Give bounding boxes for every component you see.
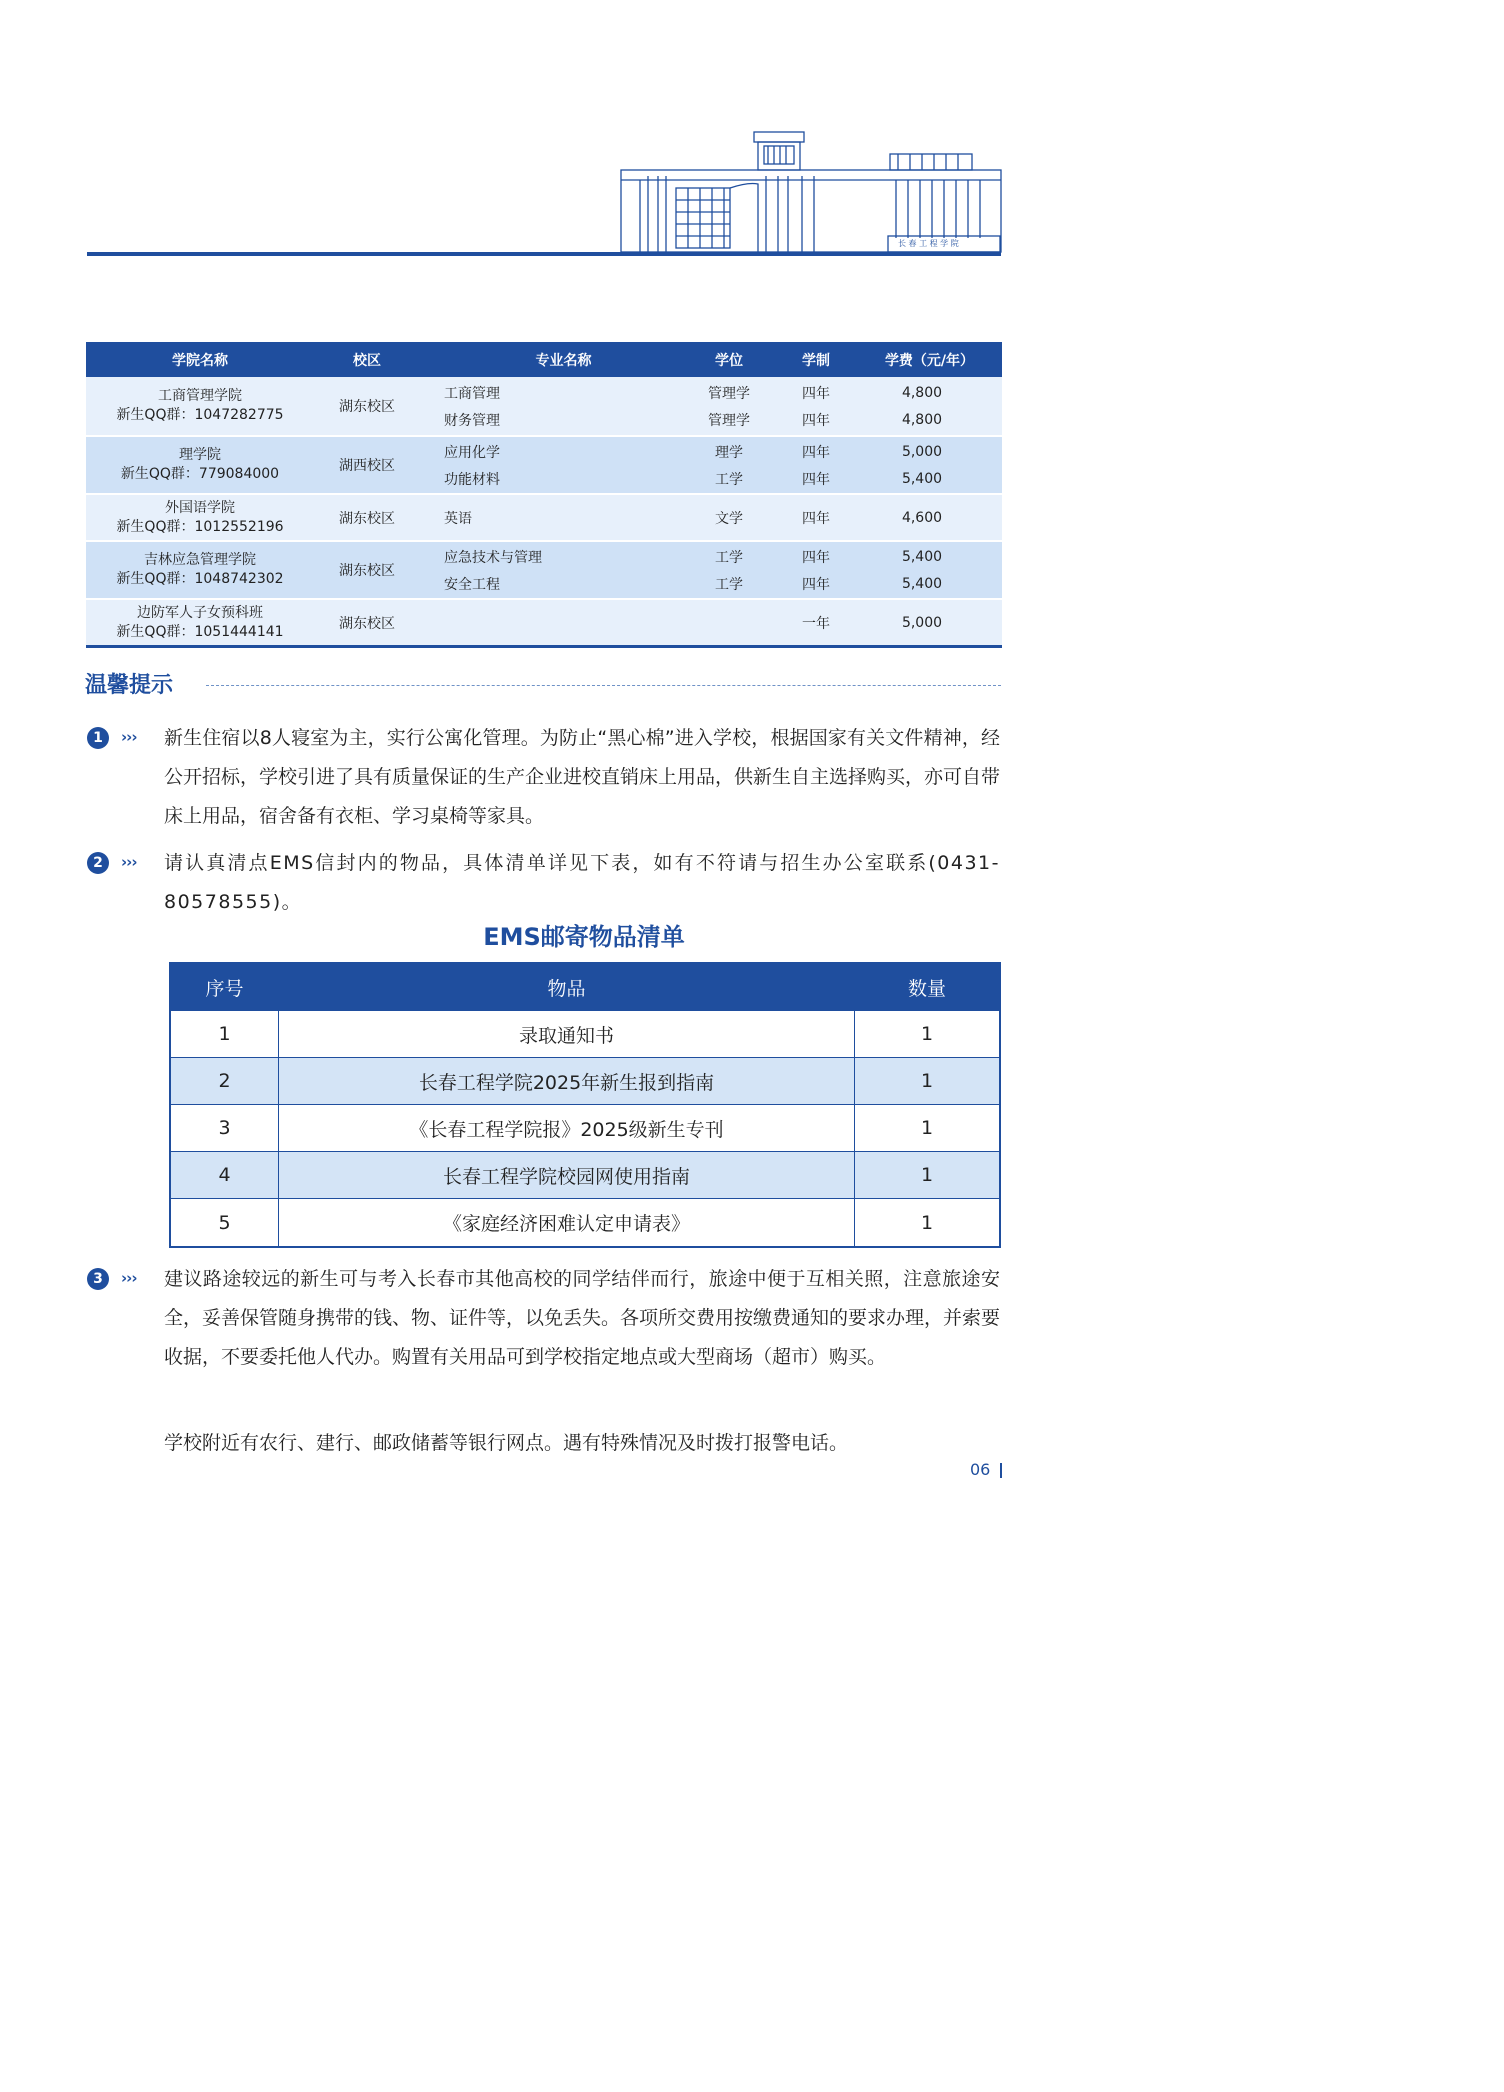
major-fee: 4,600 (901, 509, 943, 526)
major-degree: 理学 (715, 444, 743, 461)
college-name: 理学院 (179, 447, 221, 463)
major-degree: 文学 (715, 510, 743, 527)
major-years: 四年 (802, 510, 830, 527)
college-cell (86, 542, 314, 598)
major-name: 应用化学 (444, 444, 500, 461)
major-fee: 5,000 (901, 443, 943, 460)
campus-cell: 湖东校区 (339, 563, 395, 579)
tip-number-badge: 1 (87, 727, 109, 749)
college-name: 工商管理学院 (158, 388, 242, 404)
table-row (86, 437, 1002, 495)
col-major-header: 专业名称 (535, 352, 592, 369)
major-line (420, 570, 1002, 597)
ems-item: 《长春工程学院报》2025级新生专刊 (279, 1105, 855, 1151)
major-degree: 工学 (715, 549, 743, 566)
col-degree-header: 学位 (715, 352, 743, 369)
col-college-header: 学院名称 (172, 352, 228, 369)
college-name: 边防军人子女预科班 (137, 604, 263, 621)
college-cell (86, 600, 314, 645)
major-name: 功能材料 (444, 471, 500, 488)
major-years: 四年 (802, 471, 830, 488)
tip-text: 建议路途较远的新生可与考入长春市其他高校的同学结伴而行，旅途中便于互相关照，注意旅途安全，妥善保管随身携带的钱、物、证件等，以免丢失。各项所交费用按缴费通知的要求办理，并索要收据，不要委托他人代办。购置有关用品可到学校指定地点或大型商场（超市）购买。 (164, 1268, 1001, 1368)
ems-item: 长春工程学院2025年新生报到指南 (279, 1058, 855, 1104)
table-row (171, 1152, 999, 1199)
ems-list-title: EMS邮寄物品清单 (483, 923, 685, 951)
tips-heading: 温馨提示 (85, 673, 174, 698)
major-name: 财务管理 (444, 412, 500, 429)
ems-qty: 1 (920, 1211, 934, 1234)
tips-divider (206, 685, 1001, 686)
major-line (420, 438, 1002, 465)
ems-qty: 1 (920, 1164, 934, 1186)
ems-items-table (169, 962, 1001, 1248)
tip-number-badge: 2 (87, 852, 109, 874)
major-fee: 4,800 (901, 384, 943, 401)
ems-no: 1 (171, 1011, 279, 1057)
ems-no: 3 (171, 1105, 279, 1151)
majors-table (86, 342, 1002, 648)
major-degree: 工学 (715, 576, 743, 593)
college-cell (86, 377, 314, 435)
tip-text: 请认真清点EMS信封内的物品，具体清单详见下表，如有不符请与招生办公室联系(0431-80578555)。 (164, 852, 1000, 913)
tip-number-badge: 3 (87, 1268, 109, 1290)
campus-cell: 湖东校区 (339, 615, 395, 632)
ems-item: 《家庭经济困难认定申请表》 (279, 1199, 855, 1246)
table-row (86, 377, 1002, 437)
major-years: 四年 (802, 576, 830, 593)
major-years: 四年 (802, 549, 830, 566)
college-name: 吉林应急管理学院 (144, 552, 256, 568)
table-row (86, 542, 1002, 600)
major-fee: 5,400 (901, 470, 943, 487)
ems-no: 2 (171, 1058, 279, 1104)
major-fee: 5,400 (901, 548, 943, 565)
major-line (420, 406, 1002, 433)
col-years-header: 学制 (802, 352, 830, 369)
major-line (420, 379, 1002, 406)
major-years: 一年 (802, 615, 830, 632)
majors-table-header (86, 342, 1002, 377)
chevrons-icon: ››› (121, 728, 137, 746)
page-number: 06 (970, 1460, 991, 1479)
ems-item: 录取通知书 (279, 1011, 855, 1057)
header-rule (87, 252, 1001, 256)
table-row (171, 1011, 999, 1058)
college-cell (86, 495, 314, 540)
major-line (420, 543, 1002, 570)
table-row (171, 1199, 999, 1246)
chevrons-icon: ››› (121, 1269, 137, 1287)
campus-cell: 湖东校区 (339, 510, 395, 527)
campus-cell: 湖西校区 (339, 458, 395, 474)
table-row (171, 1058, 999, 1105)
major-line (420, 504, 1002, 531)
table-row (86, 495, 1002, 542)
tip-extra-text: 学校附近有农行、建行、邮政储蓄等银行网点。遇有特殊情况及时拨打报警电话。 (164, 1432, 849, 1454)
major-name: 安全工程 (444, 576, 500, 593)
table-row (86, 600, 1002, 645)
ems-qty: 1 (920, 1023, 934, 1045)
ems-qty: 1 (920, 1070, 934, 1092)
table-row (171, 1105, 999, 1152)
ems-qty: 1 (920, 1117, 934, 1139)
table-bottom-rule (86, 645, 1002, 648)
college-qq: 新生QQ群：1051444141 (116, 623, 284, 640)
college-qq: 新生QQ群：1012552196 (116, 518, 284, 535)
college-qq: 新生QQ群：1048742302 (116, 571, 284, 587)
major-fee: 5,400 (901, 575, 943, 592)
col-campus-header: 校区 (353, 352, 381, 369)
major-fee: 5,000 (901, 614, 943, 631)
col-qty-header: 数量 (907, 977, 946, 1000)
ems-no: 5 (171, 1199, 279, 1246)
major-degree: 管理学 (708, 412, 750, 429)
ems-no: 4 (171, 1152, 279, 1198)
col-fee-header: 学费（元/年） (884, 352, 975, 369)
page-number-bar (1000, 1463, 1002, 1478)
college-cell (86, 437, 314, 493)
major-degree: 工学 (715, 471, 743, 488)
ems-table-header (171, 964, 999, 1011)
college-qq: 新生QQ群：779084000 (120, 466, 280, 482)
major-name: 应急技术与管理 (444, 549, 542, 566)
campus-gate-illustration (618, 128, 1004, 254)
major-fee: 4,800 (901, 411, 943, 428)
chevrons-icon: ››› (121, 853, 137, 871)
major-years: 四年 (802, 444, 830, 461)
major-name: 英语 (444, 510, 472, 527)
major-years: 四年 (802, 385, 830, 402)
campus-cell: 湖东校区 (339, 399, 395, 415)
major-degree: 管理学 (708, 385, 750, 402)
major-line (420, 465, 1002, 492)
major-name: 工商管理 (444, 385, 500, 402)
col-item-header: 物品 (279, 964, 855, 1010)
major-years: 四年 (802, 412, 830, 429)
svg-text:长 春 工 程 学 院: 长 春 工 程 学 院 (898, 239, 959, 248)
ems-item: 长春工程学院校园网使用指南 (279, 1152, 855, 1198)
college-qq: 新生QQ群：1047282775 (116, 407, 284, 423)
college-name: 外国语学院 (165, 499, 235, 516)
major-line (420, 609, 1002, 636)
tip-text: 新生住宿以8人寝室为主，实行公寓化管理。为防止“黑心棉”进入学校，根据国家有关文件精神，经公开招标，学校引进了具有质量保证的生产企业进校直销床上用品，供新生自主选择购买，亦可自带床上用品，宿舍备有衣柜、学习桌椅等家具。 (164, 727, 1001, 827)
col-no-header: 序号 (171, 964, 279, 1010)
